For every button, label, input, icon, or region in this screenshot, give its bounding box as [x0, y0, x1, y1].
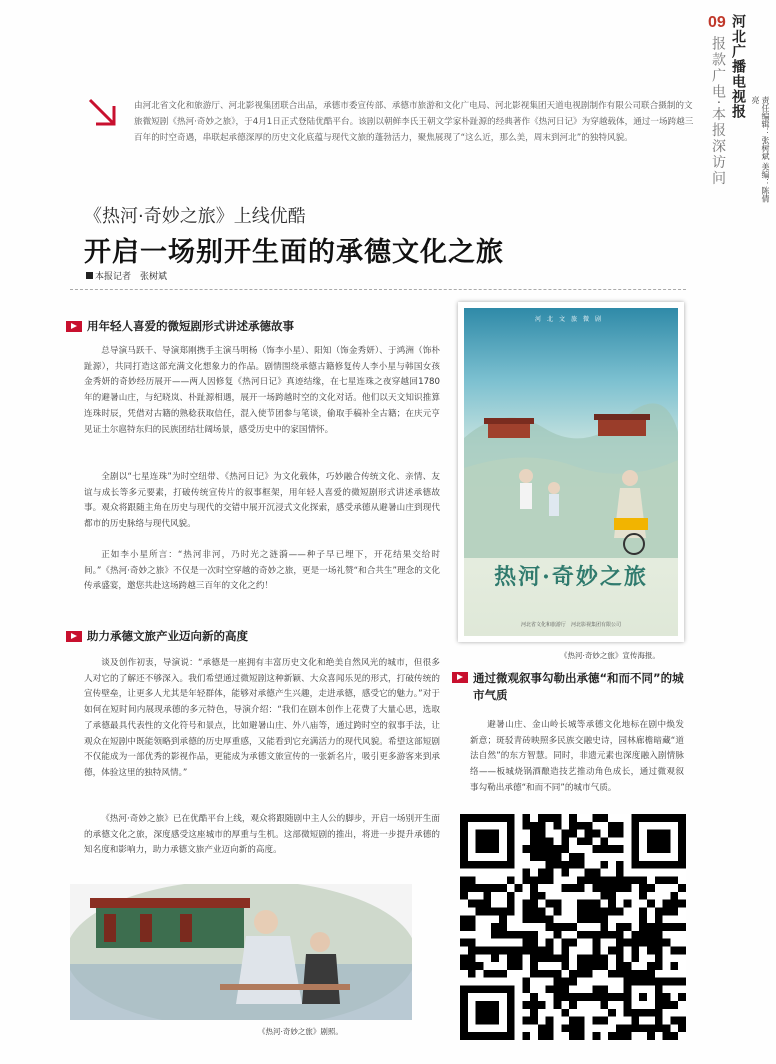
byline-text: 本报记者 张树斌: [95, 272, 168, 282]
section1-paragraph-1: 总导演马跃千、导演郑刚携手主演马明杨（饰李小星）、阳知（饰金秀妍）、于鸿洲（饰朴趾源），共同打造这部充满文化想象力的作品。剧情围绕承德古籍修复传人李小星与韩国女孩金秀妍的奇妙经历展开——两人因修复《热河日记》真迹结缘，在七星连珠之夜穿越回1780年的避暑山庄，与纪晓岚、朴趾源相遇，展开一场跨越时空的文化对话。他们以天文知识推算连珠时辰，凭借对古籍的熟稔获取信任，混入使节团参与笔谈，偷取手稿补全古籍；在庆元亨见证土尔扈特东归的民族团结壮阔场景，感受历史中的家国情怀。: [84, 346, 440, 435]
square-bullet-icon: [86, 272, 93, 279]
section-heading-text: 通过微观叙事勾勒出承德“和而不同”的城市气质: [473, 671, 684, 702]
section-heading-1: [66, 318, 294, 334]
poster-illustration: [464, 348, 678, 558]
play-arrow-icon: [66, 631, 82, 642]
section3-paragraph-1: 避暑山庄、金山岭长城等承德文化地标在剧中焕发新意；斑驳青砖映照多民族交融史诗，园林廊檐暗藏“道法自然”的东方智慧。同时，非遗元素也深度融入剧情脉络——板城烧锅酒酿造技艺推动角色成长，通过微观叙事勾勒出承德“和而不同”的城市气质。: [470, 720, 684, 793]
page-number: 09: [708, 14, 726, 31]
byline: [86, 269, 167, 282]
poster-artwork: [464, 308, 678, 636]
poster-producer-text: 河北省文化和旅游厅 河北影视集团有限公司: [520, 622, 621, 628]
arrow-down-right-icon: [86, 96, 120, 130]
section-heading-2: [66, 628, 248, 644]
divider: [70, 289, 686, 290]
page-rail: [700, 0, 776, 210]
section-name: 报款广电·本报深访问: [710, 36, 726, 187]
newspaper-brand: 河北广播电视报: [730, 14, 746, 119]
article-subtitle: 《热河·奇妙之旅》上线优酷: [84, 206, 306, 227]
play-arrow-icon: [66, 321, 82, 332]
poster-caption: 《热河·奇妙之旅》宣传海报。: [560, 651, 660, 660]
section2-paragraph-1: 谈及创作初衷，导演说：“承德是一座拥有丰富历史文化和绝美自然风光的城市，但很多人对它的了解还不够深入。我们希望通过微短剧这种新颖、大众喜闻乐见的形式，打破传统的宣传壁垒，让更多人尤其是年轻群体，能够对承德产生兴趣，走进承德，感受它的魅力。”对于如何在短时间内展现承德的多元特色，导演介绍：“我们在剧本创作上花费了大量心思，选取了承德最具代表性的文化符号和景点，比如避暑山庄、外八庙等，通过跨时空的叙事手法，让观众在短剧中既能领略到承德的历史厚重感，又能看到它充满活力的现代风貌。希望这部短剧不仅能成为一部优秀的影视作品，更能成为承德文旅宣传的一张新名片，吸引更多游客来到承德，体验这里的独特风情。”: [84, 658, 440, 778]
poster-top-text: 河北文旅微剧: [534, 316, 607, 323]
still-caption: 《热河·奇妙之旅》剧照。: [258, 1027, 343, 1036]
section2-paragraph-2: 《热河·奇妙之旅》已在优酷平台上线，观众将跟随剧中主人公的脚步，开启一场别开生面的承德文化之旅，深度感受这座城市的厚重与生机。这部微短剧的推出，将进一步提升承德的知名度和影响力，助力承德文旅产业迈向新的高度。: [84, 814, 440, 856]
drama-still-photo: [70, 884, 412, 1020]
promo-poster: [458, 302, 684, 642]
poster-title: 热河·奇妙之旅: [494, 564, 648, 590]
article-headline: 开启一场别开生面的承德文化之旅: [84, 237, 504, 268]
section1-paragraph-3: 正如李小星所言：“热河非河，乃时光之涟漪——种子早已埋下，开花结果交给时间。”《热河·奇妙之旅》不仅是一次时空穿越的奇妙之旅，更是一场礼赞“和合共生”理念的文化传承盛宴，邀您共赴这场跨越三百年的文化之约！: [84, 550, 440, 592]
section1-paragraph-2: 全剧以“七星连珠”为时空纽带、《热河日记》为文化载体，巧妙融合传统文化、亲情、友谊与成长等多元要素，打破传统宣传片的叙事框架，用年轻人喜爱的微短剧形式讲述承德故事。观众将跟随主角在历史与现代的交错中展开沉浸式文化探索，感受承德从避暑山庄到现代都市的历史脉络与现代风貌。: [84, 472, 440, 530]
section-heading-3: [452, 670, 686, 704]
section-heading-text: 助力承德文旅产业迈向新的高度: [87, 629, 248, 643]
qr-code[interactable]: [460, 814, 686, 1040]
editor-credits: 责任编辑：张树斌 美编：陈倩亮: [751, 96, 770, 203]
play-arrow-icon: [452, 672, 468, 683]
lead-paragraph: 由河北省文化和旅游厅、河北影视集团联合出品，承德市委宣传部、承德市旅游和文化广电局、河北影视集团天道电视剧制作有限公司联合摄制的文旅微短剧《热河·奇妙之旅》，于4月1日正式登陆优酷平台。该剧以朝鲜李氏王朝文学家朴趾源的经典著作《热河日记》为穿越载体，通过一场跨越三百年的时空奇遇，串联起承德深厚的历史文化底蕴与现代文旅的蓬勃活力，聚焦展现了“这么近，那么美，周末到河北”的独特风貌。: [134, 101, 694, 143]
section-heading-text: 用年轻人喜爱的微短剧形式讲述承德故事: [87, 319, 294, 333]
